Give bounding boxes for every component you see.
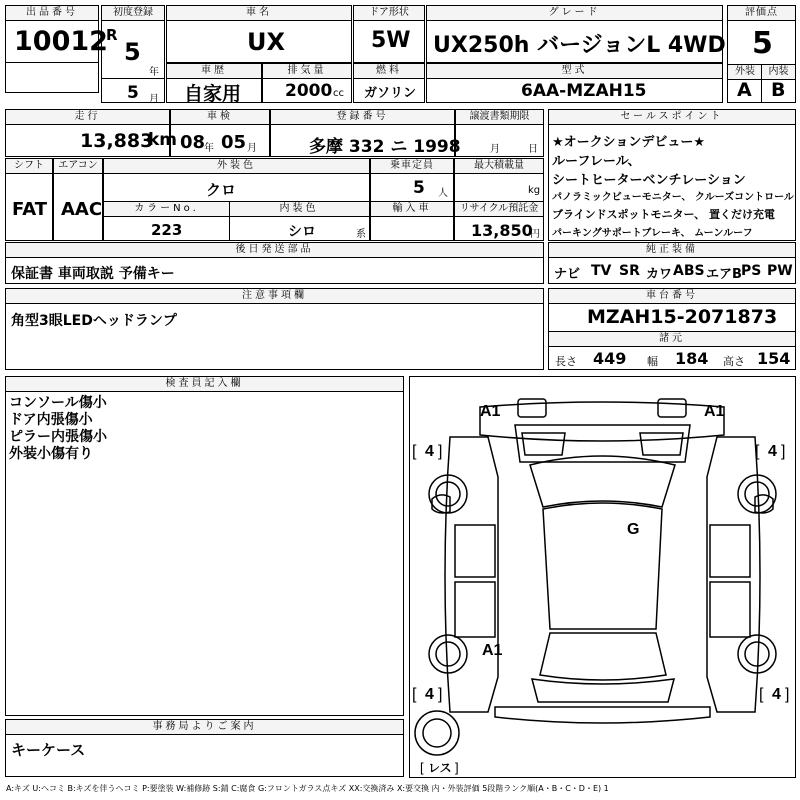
month-unit: 月 <box>149 94 159 105</box>
capacity-unit: 人 <box>438 188 448 199</box>
color-number-header: カラーNo. <box>104 202 229 217</box>
inspector-line: ドア内張傷小 <box>9 412 93 428</box>
svg-text:]: ] <box>438 686 443 703</box>
interior-header: 内装 <box>762 65 795 80</box>
car-diagram <box>410 377 795 777</box>
sales-point: ★オークションデビュー★ <box>552 135 706 150</box>
inspector-box <box>5 376 404 716</box>
color-number: 223 <box>151 221 183 239</box>
shaken-box <box>170 109 270 157</box>
sales-point: パーキングサポートブレーキ、 ムーンルーフ <box>552 228 753 239</box>
transfer-day-unit: 日 <box>528 144 538 155</box>
max-load-unit: kg <box>528 185 541 196</box>
displacement-box <box>262 63 352 103</box>
mark-front-left: A1 <box>480 403 501 420</box>
sales-box <box>548 109 796 241</box>
max-load-header: 最大積載量 <box>455 159 543 174</box>
tire-fr-depth: 4 <box>768 443 777 460</box>
width: 184 <box>675 349 709 368</box>
svg-text:[: [ <box>759 686 764 703</box>
aircon-header: エアコン <box>54 159 102 174</box>
shaken-month-unit: 月 <box>247 143 257 154</box>
equipment-item: PW <box>767 263 793 279</box>
displacement: 2000 <box>285 81 333 101</box>
mileage: 13,883 <box>80 130 154 152</box>
office-header: 事務局よりご案内 <box>6 720 403 735</box>
equipment-box <box>548 242 796 284</box>
svg-text:]: ] <box>785 686 790 703</box>
recycle-header: リサイクル預託金 <box>455 202 543 217</box>
score-box <box>727 5 796 103</box>
grade: UX250h バージョンL 4WD <box>433 33 726 58</box>
transfer-box <box>455 109 544 157</box>
equipment-item: エアB <box>706 267 742 282</box>
later-parts-header: 後日発送部品 <box>6 243 543 258</box>
exterior-score: A <box>737 79 752 101</box>
spare-tire-label: レス <box>428 761 452 775</box>
shaken-header: 車検 <box>171 110 269 125</box>
model-code-header: 型式 <box>427 64 722 79</box>
later-parts-box <box>5 242 544 284</box>
sales-point: ブラインドスポットモニター、 置くだけ充電 <box>552 208 775 221</box>
length-label: 長さ <box>555 355 577 368</box>
history-box <box>166 63 262 103</box>
fuel-header: 燃料 <box>354 64 424 79</box>
legend: A:キズ U:ヘコミ B:キズを伴うヘコミ P:要塗装 W:補修跡 S:錆 C:腐食 G:フロントガラス点キズ XX:交換済み X:要交換 内・外装評価 5段階ランク順(A・B・C・D・E) 1 <box>6 784 609 793</box>
interior-score: B <box>771 79 786 101</box>
equipment-item: PS <box>741 263 762 279</box>
int-color-unit: 系 <box>356 229 366 240</box>
tire-rr-depth: 4 <box>772 686 781 703</box>
displacement-unit: cc <box>333 88 344 99</box>
car-name: UX <box>247 28 285 56</box>
fuel-box <box>353 63 425 103</box>
plate-number: 多摩 332 ニ 1998 <box>309 137 461 157</box>
mark-front-right: A1 <box>704 403 725 420</box>
door-box <box>353 5 425 63</box>
shaken-month: 05 <box>221 132 247 153</box>
model-code-box <box>426 63 723 103</box>
ext-color: クロ <box>206 181 237 199</box>
tire-rl-depth: 4 <box>425 686 434 703</box>
color-box <box>103 158 370 241</box>
svg-text:[: [ <box>412 686 417 703</box>
grade-box <box>426 5 726 63</box>
equipment-item: ABS <box>673 263 705 279</box>
length: 449 <box>593 349 627 368</box>
svg-text:]: ] <box>455 760 459 775</box>
car-diagram-box <box>409 376 796 778</box>
office-note: キーケース <box>11 741 86 759</box>
registration-month: 5 <box>127 83 139 103</box>
history-header: 車歴 <box>167 64 261 79</box>
mileage-unit: km <box>148 130 178 150</box>
score-header: 評価点 <box>728 6 795 21</box>
aircon-type: AAC <box>61 199 103 220</box>
tire-fl-depth: 4 <box>425 443 434 460</box>
notes-header: 注意事項欄 <box>6 289 543 304</box>
overall-score: 5 <box>752 26 773 61</box>
equipment-item: SR <box>619 263 640 279</box>
door-type: 5W <box>371 28 411 53</box>
shaken-year: 08 <box>180 132 206 153</box>
mileage-box <box>5 109 178 157</box>
office-box <box>5 719 404 777</box>
era: R <box>106 26 118 44</box>
shaken-year-unit: 年 <box>204 143 214 154</box>
recycle-unit: 円 <box>530 229 540 240</box>
sales-header: セールスポイント <box>549 110 795 125</box>
equipment-item: ナビ <box>554 267 581 282</box>
notes-box <box>5 288 544 370</box>
sales-point: パノラミックビューモニター、 クルーズコントロール <box>552 192 794 203</box>
svg-text:]: ] <box>438 443 443 460</box>
svg-text:[: [ <box>755 443 760 460</box>
equipment-item: カワ <box>646 267 673 282</box>
inspector-header: 検査員記入欄 <box>6 377 403 392</box>
later-parts: 保証書 車両取説 予備キー <box>11 266 175 282</box>
lot-number-header: 出品番号 <box>6 6 98 21</box>
vin-header: 車台番号 <box>549 289 795 304</box>
fuel-type: ガソリン <box>364 86 417 101</box>
lot-number-box <box>5 5 108 93</box>
capacity-header: 乗車定員 <box>371 159 453 174</box>
plate-header: 登録番号 <box>271 110 454 125</box>
notes: 角型3眼LEDヘッドランプ <box>11 313 177 329</box>
grade-header: グレード <box>427 6 722 21</box>
import-header: 輸入車 <box>371 202 453 217</box>
height-label: 高さ <box>723 355 745 368</box>
year-unit: 年 <box>149 67 159 78</box>
mileage-header: 走行 <box>6 110 169 125</box>
specs-header: 諸元 <box>549 332 795 347</box>
svg-text:[: [ <box>420 760 424 775</box>
mark-rear-left: A1 <box>482 642 503 659</box>
inspector-line: コンソール傷小 <box>9 395 107 411</box>
transfer-header: 譲渡書類期限 <box>456 110 543 125</box>
width-label: 幅 <box>647 355 658 368</box>
equipment-header: 純正装備 <box>549 243 795 258</box>
ext-color-header: 外装色 <box>104 159 369 174</box>
capacity: 5 <box>413 178 425 198</box>
plate-box <box>270 109 461 157</box>
model-code: 6AA-MZAH15 <box>521 81 647 101</box>
sales-point: シートヒーターベンチレーション <box>552 173 746 188</box>
door-header: ドア形状 <box>354 6 424 21</box>
inspector-line: 外装小傷有り <box>9 446 93 462</box>
load-box <box>454 158 544 241</box>
int-color-header: 内装色 <box>229 202 369 217</box>
vehicle-history: 自家用 <box>184 83 242 105</box>
lot-number: 10012 <box>14 26 108 57</box>
transfer-month-unit: 月 <box>490 144 500 155</box>
vin-box <box>548 288 796 370</box>
exterior-header: 外装 <box>728 65 762 80</box>
height: 154 <box>757 349 791 368</box>
inspector-line: ピラー内張傷小 <box>9 429 107 445</box>
displacement-header: 排気量 <box>263 64 351 79</box>
aircon-box <box>53 158 103 241</box>
shift-box <box>5 158 53 241</box>
equipment-item: TV <box>591 263 612 279</box>
car-name-box <box>166 5 352 63</box>
first-registration-box <box>101 5 165 103</box>
svg-text:[: [ <box>412 443 417 460</box>
shift-header: シフト <box>6 159 52 174</box>
int-color: シロ <box>288 224 316 240</box>
shift-type: FAT <box>12 199 48 220</box>
car-name-header: 車名 <box>167 6 351 21</box>
svg-text:]: ] <box>781 443 786 460</box>
sales-point: ルーフレール、 <box>552 154 641 169</box>
mark-glass: G <box>627 521 640 538</box>
capacity-box <box>370 158 454 241</box>
first-registration-header: 初度登録 <box>102 6 164 21</box>
recycle-fee: 13,850 <box>471 221 533 240</box>
registration-year: 5 <box>124 38 141 66</box>
vin: MZAH15-2071873 <box>587 306 778 328</box>
